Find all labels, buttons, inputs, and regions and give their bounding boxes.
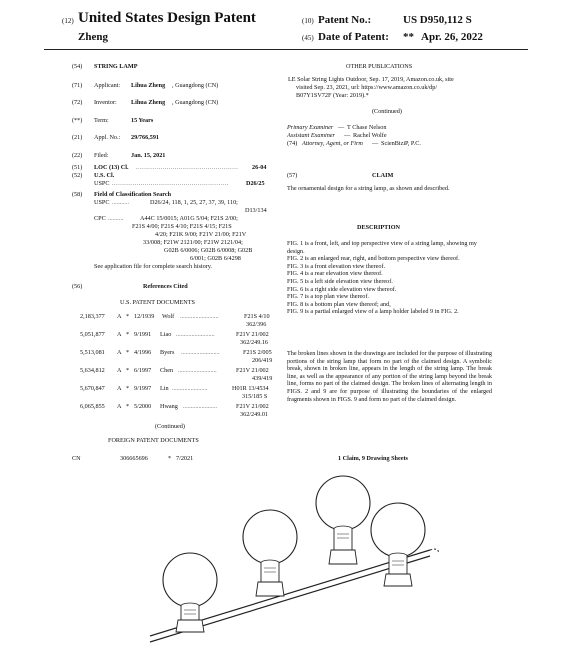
ref-class-2: 206/419 — [252, 357, 273, 364]
cpc-line-2: F21S 4/00; F21S 4/10; F21S 4/15; F21S — [132, 223, 232, 230]
code-71: (71) — [72, 82, 83, 89]
lamp-1 — [163, 553, 217, 632]
search-uspc-leader: ........... — [112, 199, 130, 206]
foreign-docs-heading: FOREIGN PATENT DOCUMENTS — [108, 437, 199, 444]
lamp-3 — [316, 476, 370, 564]
dash-2: — — [344, 132, 351, 139]
search-history-note: See application file for complete search history. — [94, 263, 212, 270]
other-pubs-heading: OTHER PUBLICATIONS — [346, 63, 413, 70]
loc-leader: .................................................. — [136, 164, 239, 171]
fig-line: FIG. 9 is a partial enlarged view of a lamp holder labeled 9 in FIG. 2. — [287, 308, 459, 316]
ref-name: Wolf — [162, 313, 175, 320]
string-lamp-drawing — [0, 470, 568, 647]
dash-1: — — [338, 124, 345, 131]
fig-list — [287, 240, 492, 316]
ref-kind: A — [117, 403, 122, 410]
fig-line: FIG. 7 is a top plan view thereof. — [287, 293, 369, 301]
ref-leader: ......................... — [178, 367, 217, 374]
ref-star: * — [126, 385, 130, 392]
ref-date: 6/1997 — [134, 367, 152, 374]
term-value: 15 Years — [131, 117, 154, 124]
refs-continued: (Continued) — [155, 423, 185, 430]
ref-kind: A — [117, 367, 122, 374]
date-label: Date of Patent: — [318, 31, 389, 43]
ref-kind: A — [117, 331, 122, 338]
description-heading: DESCRIPTION — [357, 224, 400, 231]
ref-name: Hwang — [160, 403, 178, 410]
ref-class: F21V 21/002 — [236, 367, 269, 374]
code-22: (22) — [72, 152, 83, 159]
code-45: (45) — [302, 34, 314, 42]
filed-date: Jan. 15, 2021 — [131, 152, 166, 159]
ref-class-2: 362/396 — [246, 321, 267, 328]
code-56: (56) — [72, 283, 83, 290]
claims-summary: 1 Claim, 9 Drawing Sheets — [338, 455, 408, 462]
references-cited-heading: References Cited — [143, 283, 188, 290]
cpc-line-5: G02B 6/0006; G02B 6/0008; G02B — [164, 247, 253, 254]
ref-star: * — [126, 331, 130, 338]
ref-class-2: 315/185 S — [242, 393, 268, 400]
other-pub-line-3: B07Y1SV72F (Year: 2019).* — [296, 92, 369, 99]
ref-star: * — [126, 403, 130, 410]
fig-line: FIG. 8 is a bottom plan view thereof; and, — [287, 300, 391, 308]
code-58: (58) — [72, 191, 83, 198]
uspc-leader: ......................................................... — [112, 180, 229, 187]
code-term: (**) — [72, 117, 83, 124]
field-search-label: Field of Classification Search — [94, 191, 172, 198]
search-uspc-line-1: D26/24, 118, 1, 25, 27, 37, 39, 110; — [150, 199, 238, 206]
ref-number: 5,051,877 — [80, 331, 105, 338]
header-rule — [44, 49, 528, 50]
ref-class: F21V 21/002 — [236, 331, 269, 338]
code-72: (72) — [72, 99, 83, 106]
fig-line: FIG. 2 is an enlarged rear, right, and bottom perspective view thereof. — [287, 255, 460, 263]
ref-number: 5,634,812 — [80, 367, 105, 374]
search-uspc-line-2: D13/134 — [245, 207, 267, 214]
patent-title: United States Design Patent — [78, 10, 256, 26]
fig-line: FIG. 6 is a right side elevation view thereof. — [287, 285, 397, 293]
other-pub-line-2: visited Sep. 23, 2021, url: https://www.amazon.co.uk/dp/ — [296, 84, 438, 91]
ref-star: * — [126, 313, 130, 320]
primary-examiner-label: Primary Examiner — [287, 124, 334, 131]
loc-value: 26-04 — [252, 164, 267, 171]
claim-heading: CLAIM — [372, 172, 394, 179]
ref-class-2: 362/249.16 — [240, 339, 269, 346]
loc-label: LOC (13) Cl. — [94, 164, 129, 171]
term-label: Term: — [94, 117, 109, 124]
ref-number: 2,183,377 — [80, 313, 105, 320]
foreign-country: CN — [72, 455, 81, 462]
filed-label: Filed: — [94, 152, 109, 159]
lamp-2 — [243, 510, 297, 596]
patent-no: US D950,112 S — [403, 14, 472, 26]
attorney-label: Attorney, Agent, or Firm — [302, 140, 363, 147]
code-74: (74) — [287, 140, 298, 147]
inventor-label: Inventor: — [94, 99, 117, 106]
foreign-date: 7/2021 — [176, 455, 194, 462]
applicant-name: Lihua Zheng — [131, 82, 166, 89]
ref-name: Chen — [160, 367, 174, 374]
ref-leader: ......................... — [180, 313, 219, 320]
ref-star: * — [126, 349, 130, 356]
ref-kind: A — [117, 313, 122, 320]
search-uspc-label: USPC — [94, 199, 110, 206]
ref-date: 12/1939 — [134, 313, 155, 320]
appl-no: 29/766,591 — [131, 134, 160, 141]
primary-examiner: T Chase Nelson — [347, 124, 387, 131]
us-cl-label: U.S. Cl. — [94, 172, 115, 179]
ref-number: 5,670,847 — [80, 385, 105, 392]
foreign-number: 306665696 — [120, 455, 148, 462]
fig-line: FIG. 4 is a rear elevation view thereof. — [287, 270, 383, 278]
ref-name: Byers — [160, 349, 175, 356]
inventor-short: Zheng — [78, 31, 108, 43]
attorney-firm: ScienBiziP, P.C. — [381, 140, 421, 147]
code-52: (52) — [72, 172, 83, 179]
code-12: (12) — [62, 17, 74, 25]
patent-date: Apr. 26, 2022 — [421, 31, 483, 43]
patent-no-label: Patent No.: — [318, 14, 372, 26]
lamp-4 — [371, 503, 425, 586]
ref-name: Lin — [160, 385, 169, 392]
cable-break — [430, 549, 438, 554]
cpc-line-4: 33/008; F21W 2121/00; F21W 2121/04; — [143, 239, 243, 246]
ref-class: F21V 21/002 — [236, 403, 269, 410]
date-stars: ** — [403, 31, 414, 43]
ref-date: 9/1991 — [134, 331, 152, 338]
code-51: (51) — [72, 164, 83, 171]
fig-line: FIG. 3 is a front elevation view thereof. — [287, 262, 386, 270]
ref-date: 5/2000 — [134, 403, 152, 410]
broken-lines-text: The broken lines shown in the drawings are included for the purpose of illustrating portions of the string lamp that form no part of the claimed design. A symbolic break, shown in broken line, appears in the length of the string lamp. The break line, as well as the appearance of any portion of the string lamp beyond the break line, forms no part of the claimed design. The broken lines of alternating length in FIGS. 2 and 9 are for purpose of illustrating the boundaries of the enlarged fragments shown in FIGS. 9 and form no part of the claimed design. — [287, 350, 492, 403]
search-cpc-leader: .......... — [108, 215, 124, 222]
uspc-label: USPC — [94, 180, 110, 187]
search-cpc-label: CPC — [94, 215, 106, 222]
ref-number: 5,513,081 — [80, 349, 105, 356]
fig-line: FIG. 5 is a left side elevation view thereof. — [287, 277, 393, 285]
ref-class: F21S 4/10 — [244, 313, 270, 320]
ref-star: * — [126, 367, 130, 374]
code-21: (21) — [72, 134, 83, 141]
ref-kind: A — [117, 385, 122, 392]
ref-kind: A — [117, 349, 122, 356]
ref-class-2: 439/419 — [252, 375, 273, 382]
ref-leader: ...................... — [183, 403, 218, 410]
ref-class-2: 362/249.01 — [240, 411, 269, 418]
ref-date: 4/1996 — [134, 349, 152, 356]
claim-text: The ornamental design for a string lamp, as shown and described. — [287, 185, 450, 192]
assistant-examiner-label: Assistant Examiner — [287, 132, 335, 139]
ref-leader: ......................... — [176, 331, 215, 338]
appl-no-label: Appl. No.: — [94, 134, 121, 141]
applicant-label: Applicant: — [94, 82, 121, 89]
applicant-location: , Guangdong (CN) — [172, 82, 219, 89]
foreign-star: * — [168, 455, 172, 462]
ref-class: H01R 13/4534 — [232, 385, 269, 392]
us-patent-docs-heading: U.S. PATENT DOCUMENTS — [120, 299, 195, 306]
fig-line: FIG. 1 is a front, left, and top perspective view of a string lamp, showing my design. — [287, 240, 477, 255]
ref-leader: ......................... — [181, 349, 220, 356]
cpc-line-3: 4/20; F21K 9/00; F21V 21/00; F21V — [155, 231, 247, 238]
dash-3: — — [372, 140, 379, 147]
ref-number: 6,065,855 — [80, 403, 105, 410]
ref-name: Liao — [160, 331, 172, 338]
pubs-continued: (Continued) — [372, 108, 402, 115]
ref-class: F21S 2/005 — [243, 349, 272, 356]
cpc-line-6: 6/001; G02B 6/4298 — [190, 255, 241, 262]
ref-leader: ....................... — [172, 385, 208, 392]
other-pub-line-1: LE Solar String Lights Outdoor, Sep. 17, 2019, Amazon.co.uk, site — [288, 76, 454, 83]
invention-title: STRING LAMP — [94, 63, 138, 70]
cpc-line-1: A44C 15/0015; A01G 5/04; F21S 2/00; — [140, 215, 238, 222]
assistant-examiner: Rachel Wolfe — [353, 132, 387, 139]
ref-date: 9/1997 — [134, 385, 152, 392]
code-10: (10) — [302, 17, 314, 25]
inventor-location: , Guangdong (CN) — [172, 99, 219, 106]
code-54: (54) — [72, 63, 83, 70]
us-cl-value: D26/25 — [246, 180, 265, 187]
code-57: (57) — [287, 172, 298, 179]
inventor-name: Lihua Zheng — [131, 99, 166, 106]
